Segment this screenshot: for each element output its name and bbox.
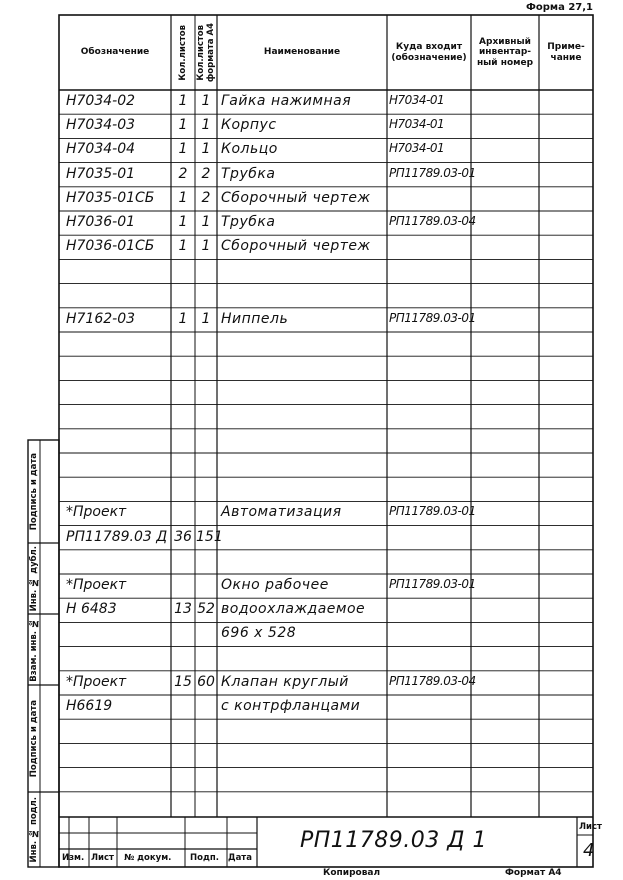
- stamp-list: Лист: [91, 853, 114, 863]
- table-row: [59, 163, 593, 187]
- table-row: [59, 308, 593, 332]
- cell-designation: *Проект: [66, 577, 127, 593]
- cell-a4: 1: [201, 117, 211, 134]
- cell-name: Клапан круглый: [221, 673, 349, 690]
- header-note-line2: чание: [550, 52, 582, 63]
- table-row: [59, 526, 593, 550]
- header-format-a4-cell: [195, 15, 217, 90]
- cell-destination: РП11789.03-01: [389, 165, 476, 180]
- table-row: [59, 768, 593, 792]
- table-row: [59, 550, 593, 574]
- cell-designation: Н7036-01СБ: [66, 238, 155, 255]
- cell-a4: 1: [201, 93, 211, 109]
- header-sheet-count-2: Кол.листов: [196, 24, 206, 81]
- table-row: [59, 259, 593, 283]
- table-row: [59, 429, 593, 453]
- table-row: [59, 453, 593, 477]
- cell-destination: Н7034-01: [389, 117, 445, 132]
- footer-format: Формат А4: [505, 868, 562, 878]
- cell-designation: РП11789.03 Д: [66, 528, 168, 545]
- side-inv-dubl-cell: [28, 543, 40, 614]
- cell-name: Гайка нажимная: [221, 93, 352, 109]
- stamp-izm: Изм.: [62, 853, 85, 863]
- table-row: [59, 671, 593, 695]
- table-row: [59, 332, 593, 356]
- header-format-a4: формата А4: [206, 22, 216, 83]
- footer-copied: Копировал: [323, 868, 381, 878]
- table-row: [59, 574, 593, 598]
- cell-name: Автоматизация: [221, 504, 342, 521]
- stamp-doc-code: РП11789.03 Д 1: [300, 828, 487, 853]
- cell-destination: РП11789.03-01: [389, 577, 476, 591]
- cell-destination: РП11789.03-01: [389, 310, 476, 325]
- cell-designation: Н7035-01СБ: [66, 189, 155, 206]
- header-archive-line3: ный номер: [476, 57, 534, 68]
- table-row: [59, 356, 593, 380]
- side-inv-podl-cell: [28, 792, 40, 867]
- table-row: [59, 695, 593, 719]
- header-destination-line1: Куда входит: [395, 42, 463, 53]
- side-vzam-inv: Взам. инв. №: [29, 617, 39, 682]
- table-row: [59, 380, 593, 404]
- header-archive-line1: Архивный: [479, 36, 531, 47]
- header-archive-line2: инвентар-: [478, 47, 531, 58]
- cell-sheets: 1: [178, 141, 188, 158]
- table-row: [59, 501, 593, 525]
- cell-sheets: 1: [178, 310, 188, 327]
- stamp-sheet-number: 4: [583, 840, 595, 861]
- cell-name: Сборочный чертеж: [221, 238, 371, 255]
- cell-destination: РП11789.03-01: [389, 504, 476, 519]
- cell-a4: 1: [201, 141, 211, 158]
- stamp-data: Дата: [228, 853, 252, 863]
- header-designation: Обозначение: [80, 47, 150, 58]
- cell-name: с контрфланцами: [221, 698, 361, 714]
- cell-destination: РП11789.03-04: [389, 214, 476, 228]
- cell-name: Корпус: [221, 117, 277, 134]
- cell-a4: 151: [196, 528, 223, 545]
- table-row: [59, 622, 593, 646]
- cell-a4: 1: [201, 214, 211, 230]
- table-row: [59, 211, 593, 235]
- side-sign-date-2: Подпись и дата: [29, 699, 39, 778]
- cell-sheets: 1: [178, 214, 188, 230]
- cell-designation: Н7034-02: [66, 93, 136, 109]
- cell-sheets: 1: [178, 93, 188, 109]
- cell-name: Кольцо: [221, 141, 278, 158]
- side-sign-date-1-cell: [28, 440, 40, 543]
- table-row: [59, 187, 593, 211]
- cell-designation: *Проект: [66, 504, 127, 521]
- cell-name: Ниппель: [221, 310, 289, 327]
- cell-destination: Н7034-01: [389, 93, 445, 107]
- cell-designation: Н7034-04: [66, 141, 136, 158]
- cell-sheets: 1: [178, 238, 188, 255]
- table-row: [59, 743, 593, 767]
- cell-a4: 60: [197, 673, 215, 690]
- header-sheet-count: Кол.листов: [178, 24, 188, 81]
- table-row: [59, 284, 593, 308]
- side-vzam-inv-cell: [28, 614, 40, 685]
- cell-designation: Н6619: [66, 698, 113, 714]
- cell-a4: 52: [197, 601, 215, 618]
- cell-name: 696 х 528: [221, 625, 297, 642]
- side-inv-dubl: Инв. № дубл.: [29, 545, 39, 612]
- header-destination: [387, 15, 471, 90]
- table-row: [59, 405, 593, 429]
- form-label: Форма 27,1: [525, 2, 593, 13]
- side-inv-podl: Инв. № подл.: [29, 796, 39, 863]
- cell-destination: Н7034-01: [389, 141, 445, 156]
- table-row: [59, 235, 593, 259]
- cell-designation: Н7036-01: [66, 214, 136, 230]
- table-row: [59, 647, 593, 671]
- cell-a4: 2: [201, 165, 211, 182]
- cell-designation: Н7035-01: [66, 165, 136, 182]
- table-row: [59, 90, 593, 114]
- stamp-podp: Подп.: [190, 853, 219, 863]
- cell-destination: РП11789.03-04: [389, 673, 476, 688]
- cell-sheets: 15: [174, 673, 192, 690]
- header-archive: [471, 15, 539, 90]
- table-row: [59, 138, 593, 162]
- table-row: [59, 719, 593, 743]
- table-row: [59, 598, 593, 622]
- cell-name: Трубка: [221, 165, 276, 182]
- cell-name: Окно рабочее: [221, 577, 329, 593]
- header-destination-line2: (обозначение): [391, 52, 467, 63]
- cell-designation: Н 6483: [66, 601, 117, 618]
- cell-sheets: 13: [174, 601, 192, 618]
- header-note: [539, 15, 593, 90]
- header-note-line1: Приме-: [547, 42, 585, 53]
- cell-designation: Н7034-03: [66, 117, 136, 134]
- cell-sheets: 36: [174, 528, 192, 545]
- cell-name: Сборочный чертеж: [221, 189, 371, 206]
- side-sign-date-1: Подпись и дата: [29, 452, 39, 531]
- table-row: [59, 477, 593, 501]
- cell-sheets: 2: [178, 165, 188, 182]
- cell-a4: 1: [201, 310, 211, 327]
- table-row: [59, 792, 593, 816]
- side-sign-date-2-cell: [28, 685, 40, 792]
- stamp-sheet-label: Лист: [579, 822, 602, 832]
- cell-name: Трубка: [221, 214, 276, 230]
- cell-sheets: 1: [178, 189, 188, 206]
- cell-designation: Н7162-03: [66, 310, 136, 327]
- stamp-ndokum: № докум.: [124, 853, 172, 863]
- header-name: Наименование: [263, 47, 341, 58]
- cell-a4: 2: [201, 189, 211, 206]
- cell-name: водоохлаждаемое: [221, 601, 366, 618]
- cell-designation: *Проект: [66, 673, 127, 690]
- table-row: [59, 114, 593, 138]
- header-sheet-count-cell: [171, 15, 195, 90]
- cell-sheets: 1: [178, 117, 188, 134]
- cell-a4: 1: [201, 238, 211, 255]
